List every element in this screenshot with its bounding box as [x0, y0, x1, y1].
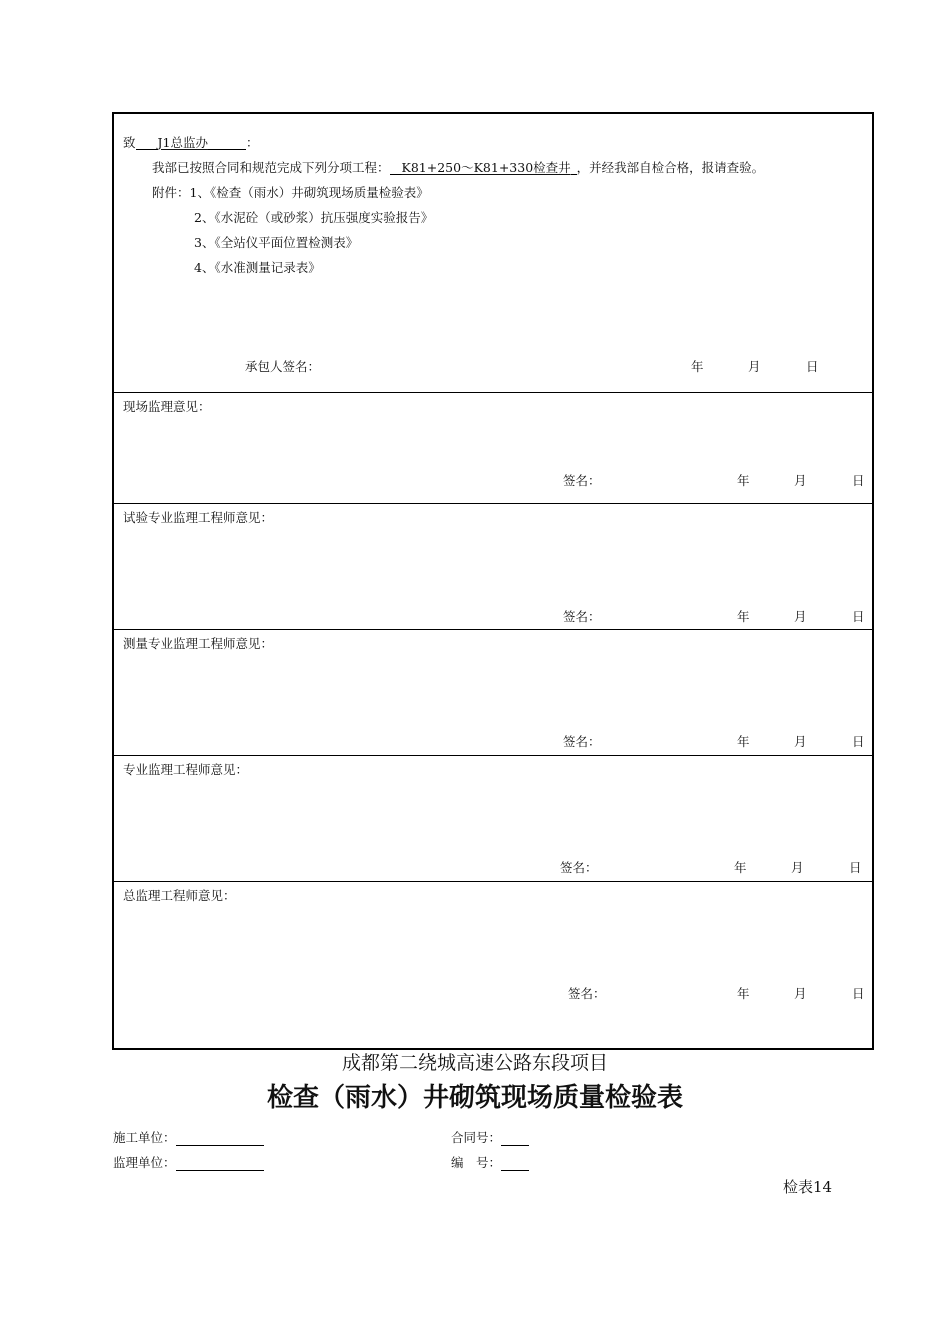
contractor-sign-label: 承包人签名： [245, 359, 321, 374]
construction-unit-field [113, 1130, 264, 1146]
date-day: 日 [852, 734, 865, 749]
site-supervisor-opinion [114, 393, 872, 503]
date-month: 月 [794, 986, 807, 1001]
date-month: 月 [794, 609, 807, 624]
date-day: 日 [852, 609, 865, 624]
date-month: 月 [794, 473, 807, 488]
addressee-line [123, 135, 259, 150]
date-year: 年 [737, 734, 750, 749]
sign-label: 签名： [563, 609, 601, 624]
date-day: 日 [852, 986, 865, 1001]
opinion-title: 测量专业监理工程师意见： [123, 636, 274, 651]
form-title: 检查（雨水）井砌筑现场质量检验表 [266, 1083, 683, 1113]
date-day: 日 [806, 359, 819, 374]
serial-no-blank [501, 1156, 529, 1171]
contract-no-field [451, 1130, 529, 1146]
date-day: 日 [852, 473, 865, 488]
addressee-value: J1总监办 [157, 135, 208, 150]
testing-engineer-opinion [114, 504, 872, 629]
attachment-item: 3、《全站仪平面位置检测表》 [194, 235, 359, 250]
sign-label: 签名： [568, 986, 606, 1001]
attachments-label: 附件： [152, 185, 190, 200]
attachment-item: 4、《水准测量记录表》 [194, 260, 321, 275]
attachment-item: 2、《水泥砼（或砂浆）抗压强度实验报告》 [194, 210, 434, 225]
date-year: 年 [737, 986, 750, 1001]
sign-label: 签名： [560, 860, 598, 875]
serial-no-field [451, 1155, 529, 1171]
date-year: 年 [737, 473, 750, 488]
statement-prefix: 我部已按照合同和规范完成下列分项工程： [152, 160, 390, 175]
sign-label: 签名： [563, 473, 601, 488]
supervision-unit-blank [176, 1156, 264, 1171]
date-year: 年 [734, 860, 747, 875]
opinion-title: 试验专业监理工程师意见： [123, 510, 274, 525]
project-name: 成都第二绕城高速公路东段项目 [341, 1052, 608, 1074]
supervision-unit-label: 监理单位： [113, 1155, 176, 1170]
date-year: 年 [691, 359, 704, 374]
sign-label: 签名： [563, 734, 601, 749]
opinion-title: 专业监理工程师意见： [123, 762, 249, 777]
opinion-title: 现场监理意见： [123, 399, 211, 414]
construction-unit-label: 施工单位： [113, 1130, 176, 1145]
survey-engineer-opinion [114, 630, 872, 755]
opinion-title: 总监理工程师意见： [123, 888, 236, 903]
statement-value: K81+250～K81+330检查井 [401, 160, 571, 175]
approval-form-frame [112, 112, 874, 1050]
addressee-suffix: ： [245, 135, 259, 150]
chief-engineer-opinion [114, 882, 872, 1048]
addressee-prefix: 致 [123, 135, 136, 150]
form-number: 检表14 [783, 1178, 833, 1196]
specialist-engineer-opinion [114, 756, 872, 881]
attachments-line-1 [152, 185, 429, 200]
contract-no-label: 合同号： [451, 1130, 502, 1145]
contract-no-blank [501, 1131, 529, 1146]
date-month: 月 [794, 734, 807, 749]
construction-unit-blank [176, 1131, 264, 1146]
statement-suffix: ，并经我部自检合格，报请查验。 [576, 160, 765, 175]
date-month: 月 [748, 359, 761, 374]
request-statement [152, 160, 764, 175]
supervision-unit-field [113, 1155, 264, 1171]
serial-no-label: 编 号： [451, 1155, 502, 1170]
attachment-item: 1、《检查（雨水）井砌筑现场质量检验表》 [189, 185, 429, 200]
request-section [114, 114, 872, 392]
date-month: 月 [791, 860, 804, 875]
date-year: 年 [737, 609, 750, 624]
date-day: 日 [849, 860, 862, 875]
